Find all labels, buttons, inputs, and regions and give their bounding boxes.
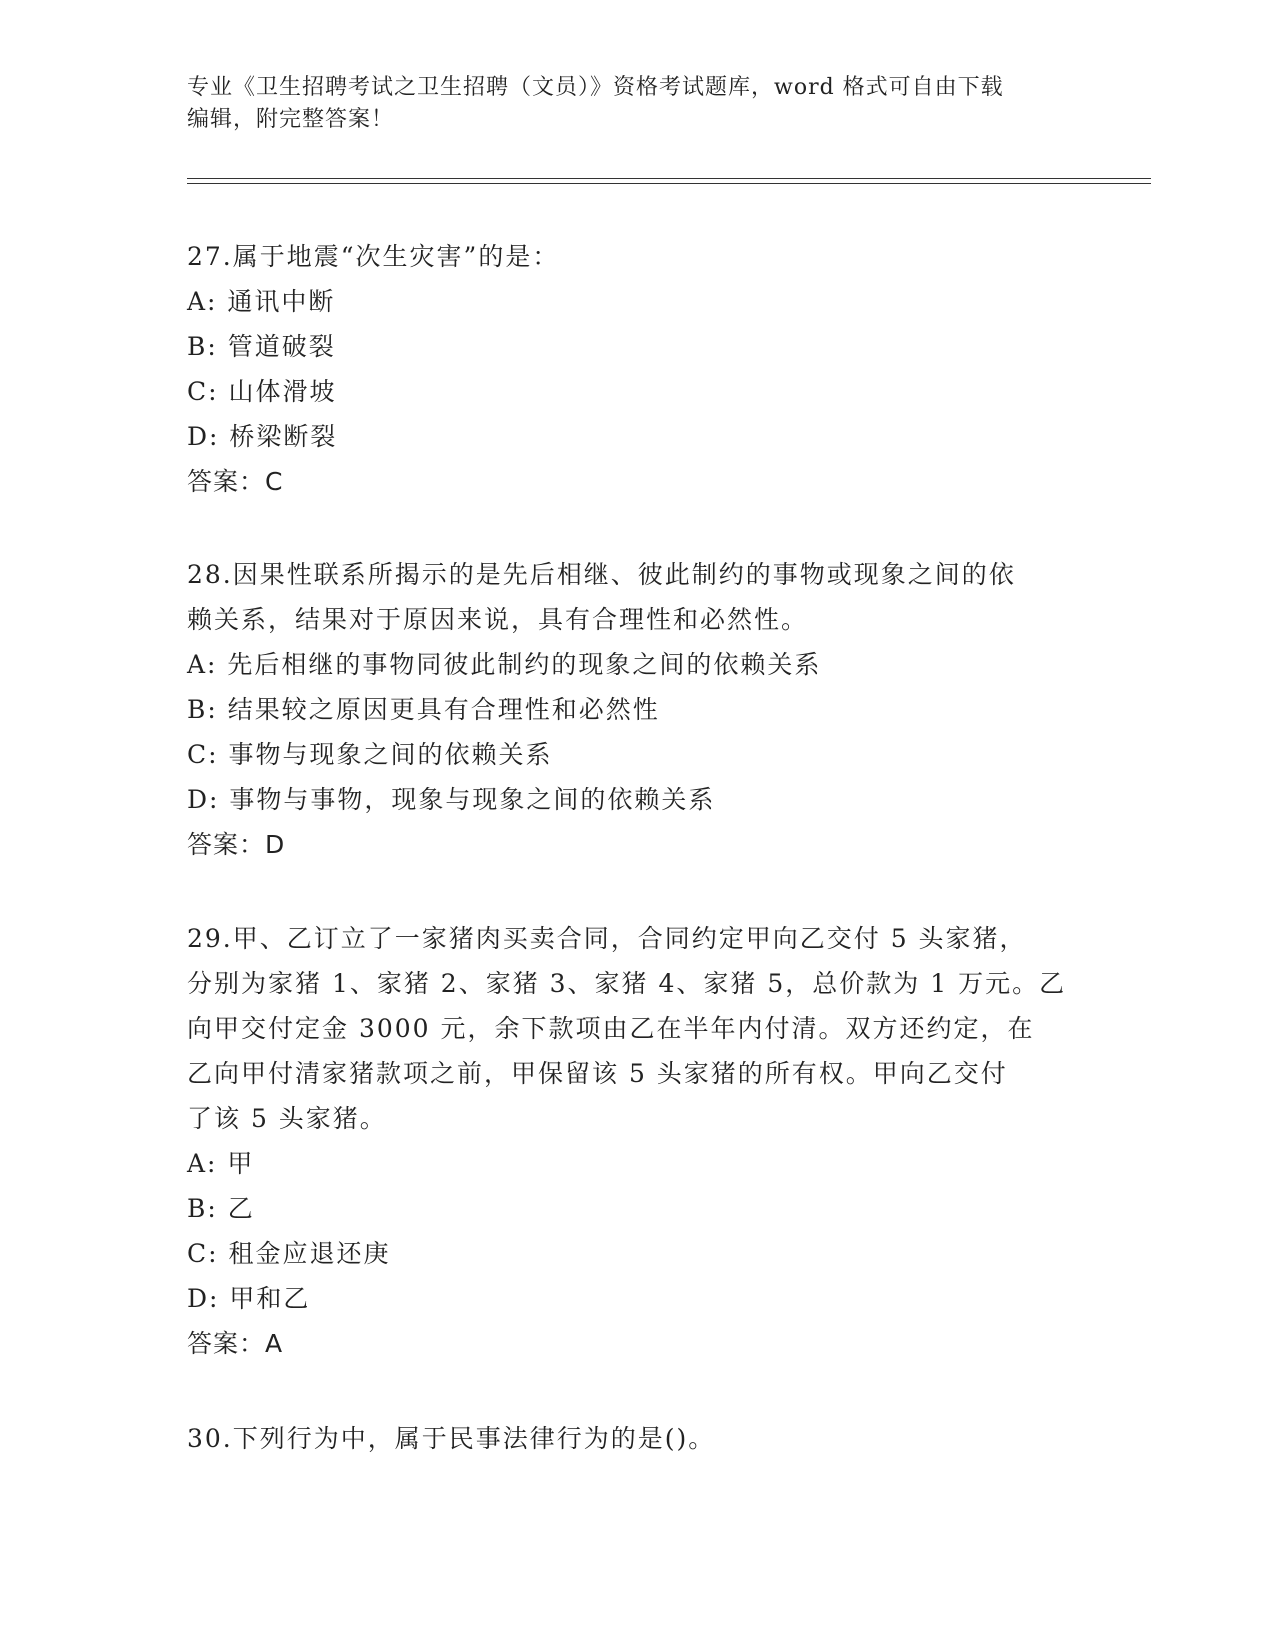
stem-line: 赖关系，结果对于原因来说，具有合理性和必然性。 [187, 605, 809, 634]
question-stem [187, 552, 1087, 642]
question-stem [187, 234, 1087, 279]
option-b: B: 乙 [187, 1194, 255, 1223]
stem-line: 向甲交付定金 3000 元，余下款项由乙在半年内付清。双方还约定，在 [187, 1014, 1035, 1043]
header-line-1: 专业《卫生招聘考试之卫生招聘（文员）》资格考试题库，word 格式可自由下载 [187, 75, 1004, 100]
question-28 [187, 552, 1087, 867]
option-d: D: 甲和乙 [187, 1284, 311, 1313]
option-a: A: 先后相继的事物同彼此制约的现象之间的依赖关系 [187, 650, 822, 679]
answer: 答案：D [187, 830, 286, 859]
question-stem [187, 1416, 1087, 1461]
stem-line: 27.属于地震“次生灾害”的是： [187, 242, 560, 271]
option-d: D: 事物与事物，现象与现象之间的依赖关系 [187, 785, 716, 814]
stem-line: 分别为家猪 1、家猪 2、家猪 3、家猪 4、家猪 5，总价款为 1 万元。乙 [187, 969, 1067, 998]
answer: 答案：C [187, 467, 284, 496]
question-stem [187, 916, 1087, 1141]
stem-line: 30.下列行为中，属于民事法律行为的是()。 [187, 1424, 716, 1453]
question-27 [187, 234, 1087, 504]
stem-line: 乙向甲付清家猪款项之前，甲保留该 5 头家猪的所有权。甲向乙交付 [187, 1059, 1008, 1088]
stem-line: 29.甲、乙订立了一家猪肉买卖合同，合同约定甲向乙交付 5 头家猪， [187, 924, 1027, 953]
answer: 答案：A [187, 1329, 284, 1358]
header-divider-top [187, 178, 1151, 179]
header-line-2: 编辑，附完整答案！ [187, 107, 395, 132]
option-a: A: 甲 [187, 1149, 255, 1178]
stem-line: 了该 5 头家猪。 [187, 1104, 387, 1133]
question-29 [187, 916, 1087, 1366]
document-header [187, 72, 1067, 136]
option-b: B: 结果较之原因更具有合理性和必然性 [187, 695, 660, 724]
header-divider-bottom [187, 183, 1151, 184]
option-c: C: 事物与现象之间的依赖关系 [187, 740, 553, 769]
option-c: C: 租金应退还庚 [187, 1239, 391, 1268]
option-d: D: 桥梁断裂 [187, 422, 338, 451]
stem-line: 28.因果性联系所揭示的是先后相继、彼此制约的事物或现象之间的依 [187, 560, 1016, 589]
option-b: B: 管道破裂 [187, 332, 336, 361]
option-c: C: 山体滑坡 [187, 377, 337, 406]
option-a: A: 通讯中断 [187, 287, 336, 316]
question-30 [187, 1416, 1087, 1461]
